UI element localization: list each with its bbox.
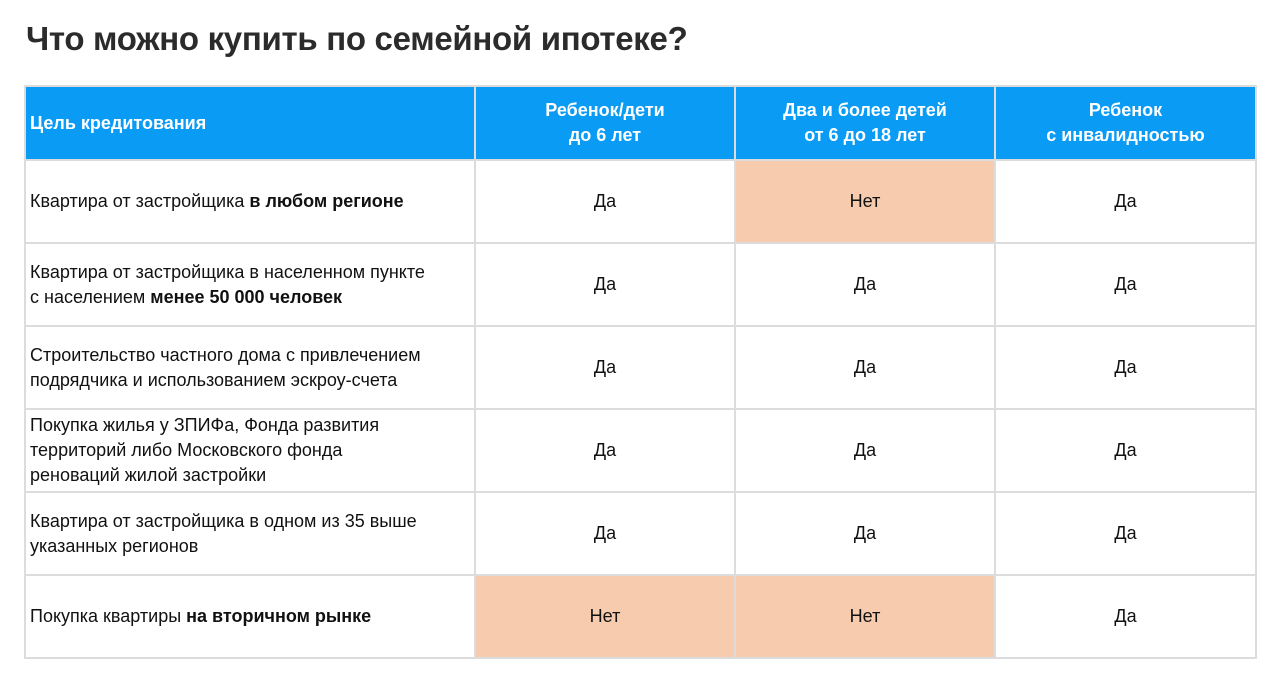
- row-label: Строительство частного дома с привлечением подрядчика и использованием эскроу-счета: [25, 326, 475, 409]
- cell-value: Да: [475, 243, 735, 326]
- row-label: Покупка квартиры на вторичном рынке: [25, 575, 475, 658]
- cell-value: Нет: [735, 160, 995, 243]
- header-loan-purpose: Цель кредитования: [25, 86, 475, 160]
- row-label: Покупка жилья у ЗПИФа, Фонда развития территорий либо Московского фонда реноваций жилой застройки: [25, 409, 475, 492]
- cell-value: Да: [995, 492, 1256, 575]
- header-child-disability: Ребенок с инвалидностью: [995, 86, 1256, 160]
- cell-value: Да: [475, 160, 735, 243]
- cell-value: Да: [735, 492, 995, 575]
- cell-value: Да: [995, 575, 1256, 658]
- table-row: [25, 326, 1256, 409]
- table-row: [25, 409, 1256, 492]
- cell-value: Да: [735, 326, 995, 409]
- cell-value: Да: [475, 409, 735, 492]
- cell-value: Да: [475, 492, 735, 575]
- table-row: [25, 160, 1256, 243]
- row-label: Квартира от застройщика в одном из 35 выше указанных регионов: [25, 492, 475, 575]
- table-header-row: [25, 86, 1256, 160]
- table-row: [25, 243, 1256, 326]
- row-label: Квартира от застройщика в населенном пункте с населением менее 50 000 человек: [25, 243, 475, 326]
- page-title: Что можно купить по семейной ипотеке?: [26, 20, 688, 57]
- table-row: [25, 492, 1256, 575]
- cell-value: Нет: [475, 575, 735, 658]
- cell-value: Да: [735, 243, 995, 326]
- row-label: Квартира от застройщика в любом регионе: [25, 160, 475, 243]
- cell-value: Да: [995, 160, 1256, 243]
- cell-value: Да: [735, 409, 995, 492]
- cell-value: Да: [475, 326, 735, 409]
- cell-value: Нет: [735, 575, 995, 658]
- mortgage-eligibility-table: [24, 85, 1257, 659]
- table-row: [25, 575, 1256, 658]
- header-children-under-6: Ребенок/дети до 6 лет: [475, 86, 735, 160]
- cell-value: Да: [995, 409, 1256, 492]
- cell-value: Да: [995, 326, 1256, 409]
- cell-value: Да: [995, 243, 1256, 326]
- header-two-children-6-18: Два и более детей от 6 до 18 лет: [735, 86, 995, 160]
